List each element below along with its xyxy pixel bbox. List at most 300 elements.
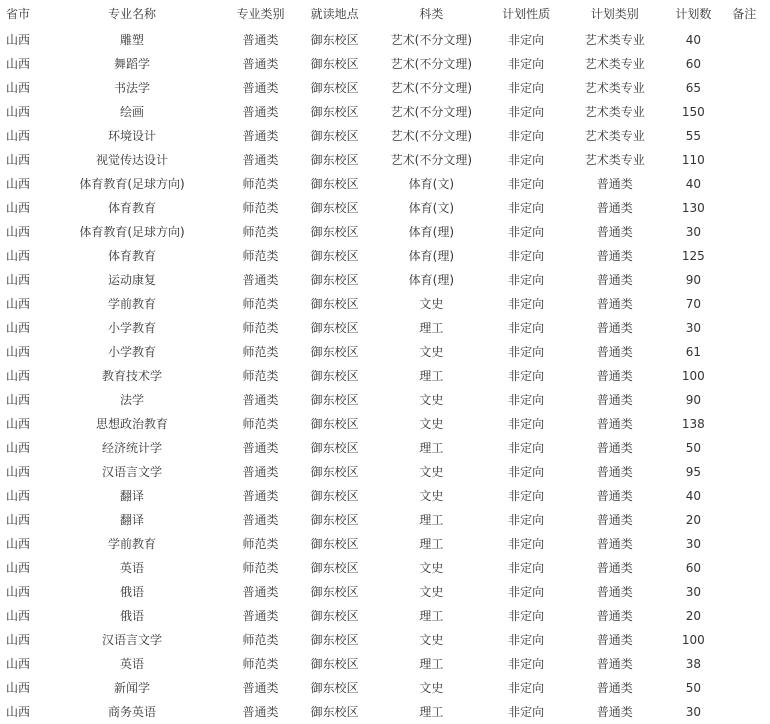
cell-province: 山西: [6, 33, 31, 47]
cell-campus: 御东校区: [310, 249, 359, 263]
cell-plan-nature: 非定向: [508, 657, 545, 671]
cell-major-type: 普通类: [242, 81, 279, 95]
cell-plan-count: 70: [685, 297, 701, 311]
cell-note: [719, 100, 770, 124]
header-plan-count: 计划数: [675, 7, 712, 21]
cell-major-name: 汉语言文学: [102, 633, 163, 647]
cell-note: [719, 388, 770, 412]
table-row: [0, 388, 770, 412]
cell-campus: 御东校区: [310, 201, 359, 215]
cell-subject-category: 文史: [419, 417, 444, 431]
cell-campus: 御东校区: [310, 633, 359, 647]
cell-major-name: 汉语言文学: [102, 465, 163, 479]
cell-plan-count: 61: [685, 345, 701, 359]
cell-major-type: 普通类: [242, 153, 279, 167]
cell-note: [719, 508, 770, 532]
cell-note: [719, 52, 770, 76]
cell-plan-category: 普通类: [596, 705, 633, 719]
cell-province: 山西: [6, 81, 31, 95]
cell-province: 山西: [6, 705, 31, 719]
cell-plan-nature: 非定向: [508, 321, 545, 335]
cell-note: [719, 196, 770, 220]
table-row: [0, 508, 770, 532]
cell-major-name: 英语: [120, 657, 145, 671]
cell-province: 山西: [6, 513, 31, 527]
table-row: [0, 268, 770, 292]
cell-campus: 御东校区: [310, 489, 359, 503]
cell-plan-nature: 非定向: [508, 393, 545, 407]
cell-major-type: 师范类: [242, 201, 279, 215]
cell-major-name: 舞蹈学: [114, 57, 151, 71]
cell-plan-nature: 非定向: [508, 441, 545, 455]
cell-plan-count: 60: [685, 561, 701, 575]
cell-major-type: 普通类: [242, 33, 279, 47]
cell-major-name: 学前教育: [108, 297, 157, 311]
cell-major-type: 普通类: [242, 585, 279, 599]
cell-subject-category: 理工: [419, 441, 444, 455]
cell-plan-count: 110: [681, 153, 705, 167]
cell-major-type: 普通类: [242, 489, 279, 503]
cell-province: 山西: [6, 129, 31, 143]
cell-plan-category: 普通类: [596, 489, 633, 503]
cell-note: [719, 580, 770, 604]
cell-plan-category: 普通类: [596, 417, 633, 431]
cell-province: 山西: [6, 585, 31, 599]
cell-province: 山西: [6, 561, 31, 575]
cell-plan-nature: 非定向: [508, 297, 545, 311]
cell-province: 山西: [6, 225, 31, 239]
cell-province: 山西: [6, 393, 31, 407]
cell-province: 山西: [6, 321, 31, 335]
cell-plan-nature: 非定向: [508, 537, 545, 551]
cell-major-name: 俄语: [120, 585, 145, 599]
table-row: [0, 100, 770, 124]
table-row: [0, 580, 770, 604]
cell-major-name: 翻译: [120, 513, 145, 527]
cell-plan-count: 40: [685, 489, 701, 503]
table-row: [0, 460, 770, 484]
table-row: [0, 76, 770, 100]
table-row: [0, 412, 770, 436]
cell-campus: 御东校区: [310, 321, 359, 335]
cell-note: [719, 148, 770, 172]
cell-plan-nature: 非定向: [508, 465, 545, 479]
cell-plan-count: 30: [685, 537, 701, 551]
cell-major-type: 普通类: [242, 513, 279, 527]
cell-plan-nature: 非定向: [508, 585, 545, 599]
cell-note: [719, 76, 770, 100]
cell-subject-category: 理工: [419, 513, 444, 527]
cell-province: 山西: [6, 105, 31, 119]
cell-major-name: 经济统计学: [102, 441, 163, 455]
cell-plan-nature: 非定向: [508, 153, 545, 167]
cell-major-type: 师范类: [242, 537, 279, 551]
cell-subject-category: 文史: [419, 561, 444, 575]
cell-plan-count: 20: [685, 513, 701, 527]
cell-note: [719, 652, 770, 676]
cell-plan-nature: 非定向: [508, 129, 545, 143]
cell-subject-category: 文史: [419, 297, 444, 311]
cell-campus: 御东校区: [310, 705, 359, 719]
cell-note: [719, 124, 770, 148]
cell-major-type: 普通类: [242, 609, 279, 623]
table-row: [0, 196, 770, 220]
cell-plan-count: 50: [685, 681, 701, 695]
cell-major-type: 师范类: [242, 225, 279, 239]
table-row: [0, 124, 770, 148]
cell-campus: 御东校区: [310, 345, 359, 359]
cell-plan-nature: 非定向: [508, 561, 545, 575]
cell-campus: 御东校区: [310, 609, 359, 623]
cell-major-name: 环境设计: [108, 129, 157, 143]
cell-plan-category: 普通类: [596, 345, 633, 359]
cell-plan-nature: 非定向: [508, 201, 545, 215]
cell-plan-nature: 非定向: [508, 33, 545, 47]
cell-province: 山西: [6, 465, 31, 479]
cell-province: 山西: [6, 681, 31, 695]
cell-subject-category: 艺术(不分文理): [390, 81, 473, 95]
cell-plan-nature: 非定向: [508, 609, 545, 623]
cell-plan-category: 普通类: [596, 201, 633, 215]
cell-major-name: 学前教育: [108, 537, 157, 551]
cell-major-name: 雕塑: [120, 33, 145, 47]
cell-plan-count: 100: [681, 369, 705, 383]
cell-plan-count: 55: [685, 129, 701, 143]
cell-note: [719, 676, 770, 700]
cell-subject-category: 文史: [419, 345, 444, 359]
cell-plan-nature: 非定向: [508, 345, 545, 359]
cell-major-type: 普通类: [242, 441, 279, 455]
cell-plan-category: 普通类: [596, 537, 633, 551]
cell-campus: 御东校区: [310, 225, 359, 239]
cell-note: [719, 484, 770, 508]
table-row: [0, 364, 770, 388]
cell-subject-category: 艺术(不分文理): [390, 33, 473, 47]
cell-note: [719, 364, 770, 388]
table-row: [0, 172, 770, 196]
cell-major-name: 书法学: [114, 81, 151, 95]
table-row: [0, 292, 770, 316]
cell-plan-count: 95: [685, 465, 701, 479]
header-campus: 就读地点: [310, 7, 359, 21]
cell-major-type: 师范类: [242, 417, 279, 431]
cell-major-name: 教育技术学: [102, 369, 163, 383]
cell-campus: 御东校区: [310, 33, 359, 47]
cell-major-type: 师范类: [242, 345, 279, 359]
table-row: [0, 436, 770, 460]
cell-campus: 御东校区: [310, 585, 359, 599]
cell-subject-category: 文史: [419, 585, 444, 599]
cell-subject-category: 理工: [419, 537, 444, 551]
cell-note: [719, 244, 770, 268]
cell-campus: 御东校区: [310, 273, 359, 287]
cell-plan-nature: 非定向: [508, 513, 545, 527]
cell-province: 山西: [6, 153, 31, 167]
cell-plan-category: 普通类: [596, 249, 633, 263]
cell-major-name: 法学: [120, 393, 145, 407]
cell-plan-nature: 非定向: [508, 633, 545, 647]
header-plan-category: 计划类别: [590, 7, 639, 21]
cell-note: [719, 412, 770, 436]
cell-subject-category: 理工: [419, 609, 444, 623]
table-row: [0, 484, 770, 508]
cell-campus: 御东校区: [310, 153, 359, 167]
table-row: [0, 220, 770, 244]
cell-province: 山西: [6, 57, 31, 71]
table-row: [0, 316, 770, 340]
table-row: [0, 556, 770, 580]
cell-province: 山西: [6, 249, 31, 263]
cell-plan-category: 艺术类专业: [584, 129, 645, 143]
cell-campus: 御东校区: [310, 297, 359, 311]
cell-major-name: 体育教育: [108, 249, 157, 263]
cell-subject-category: 体育(理): [408, 225, 455, 239]
table-row: [0, 52, 770, 76]
header-major-name: 专业名称: [108, 7, 157, 21]
cell-plan-category: 普通类: [596, 585, 633, 599]
cell-note: [719, 220, 770, 244]
cell-major-type: 普通类: [242, 681, 279, 695]
cell-province: 山西: [6, 609, 31, 623]
table-row: [0, 532, 770, 556]
cell-province: 山西: [6, 273, 31, 287]
cell-plan-count: 125: [681, 249, 705, 263]
cell-subject-category: 理工: [419, 705, 444, 719]
cell-province: 山西: [6, 657, 31, 671]
cell-major-type: 师范类: [242, 297, 279, 311]
cell-note: [719, 28, 770, 52]
cell-major-type: 普通类: [242, 705, 279, 719]
cell-plan-category: 普通类: [596, 633, 633, 647]
cell-major-name: 商务英语: [108, 705, 157, 719]
cell-campus: 御东校区: [310, 177, 359, 191]
table-row: [0, 604, 770, 628]
cell-plan-category: 艺术类专业: [584, 57, 645, 71]
cell-plan-count: 150: [681, 105, 705, 119]
cell-plan-count: 130: [681, 201, 705, 215]
table-body: [0, 28, 770, 724]
table-row: [0, 244, 770, 268]
cell-campus: 御东校区: [310, 105, 359, 119]
cell-plan-nature: 非定向: [508, 705, 545, 719]
cell-plan-nature: 非定向: [508, 273, 545, 287]
cell-province: 山西: [6, 369, 31, 383]
cell-campus: 御东校区: [310, 561, 359, 575]
cell-subject-category: 艺术(不分文理): [390, 153, 473, 167]
cell-plan-count: 38: [685, 657, 701, 671]
cell-subject-category: 理工: [419, 369, 444, 383]
cell-plan-category: 普通类: [596, 441, 633, 455]
table-row: [0, 340, 770, 364]
cell-plan-count: 100: [681, 633, 705, 647]
cell-campus: 御东校区: [310, 369, 359, 383]
cell-note: [719, 436, 770, 460]
cell-major-type: 师范类: [242, 633, 279, 647]
header-note: 备注: [732, 7, 757, 21]
cell-subject-category: 体育(文): [408, 201, 455, 215]
cell-major-type: 普通类: [242, 105, 279, 119]
cell-major-name: 绘画: [120, 105, 145, 119]
cell-major-type: 普通类: [242, 465, 279, 479]
cell-major-name: 新闻学: [114, 681, 151, 695]
cell-plan-nature: 非定向: [508, 81, 545, 95]
cell-major-type: 师范类: [242, 249, 279, 263]
cell-plan-nature: 非定向: [508, 249, 545, 263]
header-major-type: 专业类别: [236, 7, 285, 21]
cell-subject-category: 体育(文): [408, 177, 455, 191]
cell-subject-category: 体育(理): [408, 273, 455, 287]
table-row: [0, 700, 770, 724]
cell-plan-nature: 非定向: [508, 681, 545, 695]
cell-plan-count: 20: [685, 609, 701, 623]
cell-plan-category: 普通类: [596, 393, 633, 407]
table-row: [0, 28, 770, 52]
cell-plan-count: 30: [685, 321, 701, 335]
cell-campus: 御东校区: [310, 513, 359, 527]
cell-plan-category: 普通类: [596, 561, 633, 575]
cell-plan-count: 30: [685, 705, 701, 719]
cell-plan-category: 普通类: [596, 297, 633, 311]
cell-campus: 御东校区: [310, 57, 359, 71]
cell-subject-category: 文史: [419, 393, 444, 407]
cell-plan-category: 普通类: [596, 369, 633, 383]
cell-note: [719, 460, 770, 484]
cell-major-name: 小学教育: [108, 345, 157, 359]
cell-plan-category: 普通类: [596, 609, 633, 623]
cell-plan-count: 90: [685, 273, 701, 287]
cell-province: 山西: [6, 489, 31, 503]
cell-plan-category: 普通类: [596, 681, 633, 695]
cell-plan-count: 40: [685, 177, 701, 191]
cell-plan-count: 40: [685, 33, 701, 47]
cell-note: [719, 556, 770, 580]
cell-note: [719, 292, 770, 316]
table-row: [0, 676, 770, 700]
cell-plan-count: 60: [685, 57, 701, 71]
table-row: [0, 628, 770, 652]
cell-province: 山西: [6, 633, 31, 647]
cell-campus: 御东校区: [310, 681, 359, 695]
cell-plan-category: 普通类: [596, 465, 633, 479]
cell-plan-category: 普通类: [596, 273, 633, 287]
cell-plan-nature: 非定向: [508, 417, 545, 431]
cell-major-name: 视觉传达设计: [96, 153, 169, 167]
cell-province: 山西: [6, 297, 31, 311]
cell-major-name: 体育教育: [108, 201, 157, 215]
cell-campus: 御东校区: [310, 393, 359, 407]
cell-subject-category: 理工: [419, 657, 444, 671]
cell-subject-category: 理工: [419, 321, 444, 335]
cell-major-type: 普通类: [242, 273, 279, 287]
cell-province: 山西: [6, 177, 31, 191]
cell-major-name: 思想政治教育: [96, 417, 169, 431]
cell-plan-count: 138: [681, 417, 705, 431]
cell-plan-category: 普通类: [596, 321, 633, 335]
header-province: 省市: [6, 7, 31, 21]
cell-note: [719, 700, 770, 724]
cell-campus: 御东校区: [310, 657, 359, 671]
cell-major-type: 师范类: [242, 321, 279, 335]
cell-campus: 御东校区: [310, 129, 359, 143]
cell-major-type: 普通类: [242, 393, 279, 407]
cell-campus: 御东校区: [310, 537, 359, 551]
cell-major-name: 英语: [120, 561, 145, 575]
cell-plan-count: 30: [685, 225, 701, 239]
cell-plan-category: 普通类: [596, 657, 633, 671]
cell-note: [719, 628, 770, 652]
cell-province: 山西: [6, 441, 31, 455]
cell-plan-nature: 非定向: [508, 225, 545, 239]
cell-major-name: 俄语: [120, 609, 145, 623]
cell-campus: 御东校区: [310, 465, 359, 479]
cell-plan-category: 普通类: [596, 225, 633, 239]
cell-plan-count: 50: [685, 441, 701, 455]
cell-plan-nature: 非定向: [508, 105, 545, 119]
cell-province: 山西: [6, 201, 31, 215]
cell-plan-category: 艺术类专业: [584, 33, 645, 47]
cell-plan-category: 普通类: [596, 513, 633, 527]
cell-subject-category: 体育(理): [408, 249, 455, 263]
cell-plan-nature: 非定向: [508, 57, 545, 71]
cell-province: 山西: [6, 345, 31, 359]
cell-major-name: 体育教育(足球方向): [79, 177, 185, 191]
cell-note: [719, 604, 770, 628]
cell-plan-nature: 非定向: [508, 177, 545, 191]
cell-subject-category: 艺术(不分文理): [390, 57, 473, 71]
cell-plan-nature: 非定向: [508, 489, 545, 503]
cell-subject-category: 艺术(不分文理): [390, 105, 473, 119]
cell-major-type: 普通类: [242, 57, 279, 71]
cell-plan-nature: 非定向: [508, 369, 545, 383]
cell-note: [719, 316, 770, 340]
cell-plan-count: 30: [685, 585, 701, 599]
cell-plan-count: 65: [685, 81, 701, 95]
header-plan-nature: 计划性质: [502, 7, 551, 21]
cell-major-type: 普通类: [242, 129, 279, 143]
cell-subject-category: 文史: [419, 633, 444, 647]
cell-province: 山西: [6, 417, 31, 431]
cell-major-name: 翻译: [120, 489, 145, 503]
cell-note: [719, 268, 770, 292]
cell-major-type: 师范类: [242, 657, 279, 671]
cell-plan-category: 艺术类专业: [584, 105, 645, 119]
cell-note: [719, 172, 770, 196]
cell-subject-category: 文史: [419, 681, 444, 695]
cell-plan-count: 90: [685, 393, 701, 407]
cell-subject-category: 文史: [419, 465, 444, 479]
cell-campus: 御东校区: [310, 417, 359, 431]
cell-note: [719, 340, 770, 364]
table-row: [0, 652, 770, 676]
cell-plan-category: 艺术类专业: [584, 153, 645, 167]
table-row: [0, 148, 770, 172]
cell-major-type: 师范类: [242, 561, 279, 575]
header-subject-category: 科类: [419, 7, 444, 21]
cell-plan-category: 普通类: [596, 177, 633, 191]
cell-subject-category: 文史: [419, 489, 444, 503]
cell-major-type: 师范类: [242, 369, 279, 383]
cell-major-name: 小学教育: [108, 321, 157, 335]
cell-major-name: 运动康复: [108, 273, 157, 287]
cell-province: 山西: [6, 537, 31, 551]
table-header-row: [0, 0, 770, 28]
cell-campus: 御东校区: [310, 81, 359, 95]
cell-subject-category: 艺术(不分文理): [390, 129, 473, 143]
cell-major-type: 师范类: [242, 177, 279, 191]
cell-major-name: 体育教育(足球方向): [79, 225, 185, 239]
cell-campus: 御东校区: [310, 441, 359, 455]
cell-note: [719, 532, 770, 556]
